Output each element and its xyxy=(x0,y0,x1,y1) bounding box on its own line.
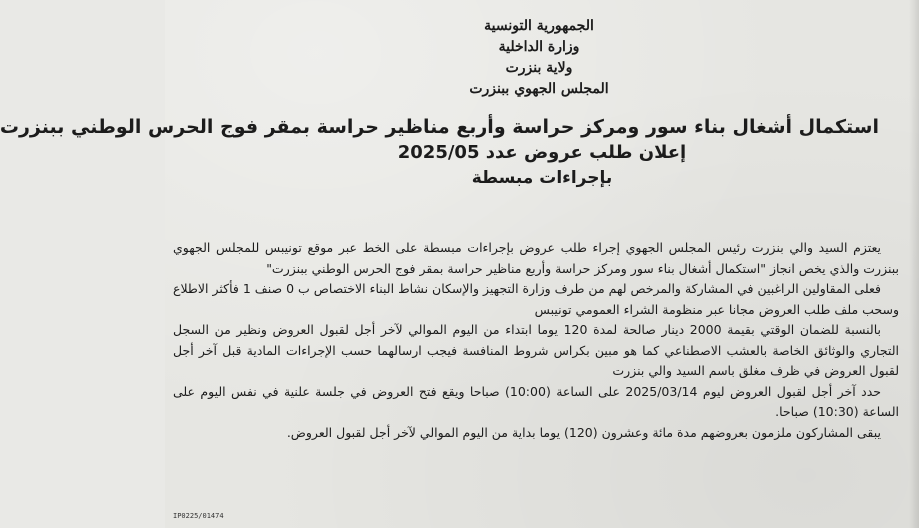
issuer-header xyxy=(459,16,619,100)
tender-number-title: إعلان طلب عروض عدد 2025/05 xyxy=(397,142,687,163)
page-edge-shadow xyxy=(909,0,919,528)
header-governorate: ولاية بنزرت xyxy=(505,60,573,76)
paragraph-validity: يبقى المشاركون ملزمون بعروضهم مدة مائة وعشرون (120) يوما بداية من اليوم الموالي لآخر أجل لقبول العروض. xyxy=(286,424,881,440)
project-title: استكمال أشغال بناء سور ومركز حراسة وأربع مناظير حراسة بمقر فوج الحرس الوطني ببنزرت xyxy=(0,116,879,138)
paragraph-deadline: حدد آخر أجل لقبول العروض ليوم 2025/03/14 على الساعة (10:00) صباحا ويقع فتح العروض في جلسة علنية في نفس اليوم على الساعة (10:30) صباحا. xyxy=(173,383,899,419)
paragraph-guarantee: بالنسبة للضمان الوقتي بقيمة 2000 دينار صالحة لمدة 120 يوما ابتداء من اليوم الموالي لآخر أجل لقبول العروض ونظير من السجل التجاري والوثائق الخاصة بالعشب الاصطناعي كما هو مبين بكراس شروط المنافسة فيجب ارسالهما حسب الإجراءات المادية قبل آخر أجل لقبول العروض في ظرف مغلق باسم السيد والي بنزرت xyxy=(173,322,899,378)
announcement-body xyxy=(173,238,899,443)
reference-code: IP0225/01474 xyxy=(173,512,224,520)
procedure-title: بإجراءات مبسطة xyxy=(471,168,613,188)
header-ministry: وزارة الداخلية xyxy=(498,39,580,55)
paragraph-eligibility: فعلى المقاولين الراغبين في المشاركة والمرخص لهم من طرف وزارة التجهيز والإسكان نشاط البناء الاختصاص ب 0 صنف 1 فأكثر الاطلاع وسحب ملف طلب العروض مجانا عبر منظومة الشراء العمومي تونيبس xyxy=(173,281,899,317)
announcement-titles xyxy=(0,114,879,190)
paragraph-intro: يعتزم السيد والي بنزرت رئيس المجلس الجهوي إجراء طلب عروض بإجراءات مبسطة على الخط عبر موقع تونيبس للمجلس الجهوي ببنزرت والذي يخص انجاز "استكمال أشغال بناء سور ومركز حراسة وأربع مناظير حراسة بمقر فوج الحرس الوطني ببنزرت" xyxy=(173,240,899,276)
header-republic: الجمهورية التونسية xyxy=(484,18,594,34)
header-council: المجلس الجهوي ببنزرت xyxy=(469,81,609,97)
